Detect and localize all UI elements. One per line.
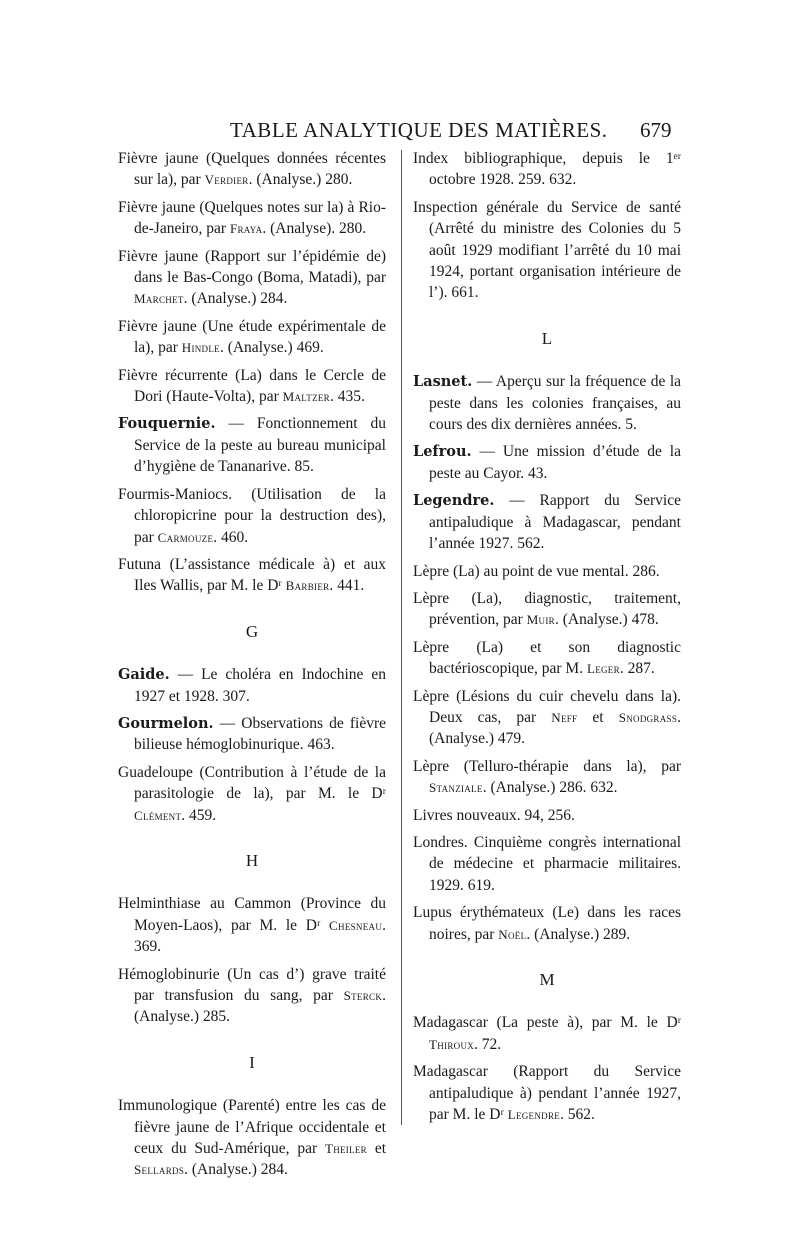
page-number: 679 xyxy=(640,118,672,142)
index-entry: Gourmelon. — Observations de fièvre bilieuse hémoglobinurique. 463. xyxy=(118,714,386,754)
index-entry: Fourmis-Maniocs. (Utilisation de la chloropicrine pour la destruction des), par Carmouze. 460. xyxy=(118,485,386,546)
index-entry: Lèpre (La) au point de vue mental. 286. xyxy=(413,562,660,580)
index-entry: Immunologique (Parenté) entre les cas de fièvre jaune de l’Afrique occidentale et ceux du Sud-Amérique, par Theiler et Sellards. (Analyse.) 284. xyxy=(118,1097,387,1179)
index-entry: Lasnet. — Aperçu sur la fréquence de la peste dans les colonies françaises, au cours des dix dernières années. 5. xyxy=(413,373,681,434)
index-entry: Madagascar (La peste à), par M. le Dʳ Thiroux. 72. xyxy=(413,1014,681,1053)
index-entry: Lèpre (Lésions du cuir chevelu dans la). Deux cas, par Neff et Snodgrass. (Analyse.) 479. xyxy=(413,687,682,748)
index-entry: Futuna (L’assistance médicale à) et aux Iles Wallis, par M. le Dʳ Barbier. 441. xyxy=(118,555,386,595)
index-entry: Fouquernie. — Fonctionnement du Service de la peste au bureau municipal d’hygiène de Tananarive. 85. xyxy=(118,415,386,476)
index-entry: Fièvre jaune (Quelques données récentes sur la), par Verdier. (Analyse.) 280. xyxy=(118,150,386,189)
index-entry: Index bibliographique, depuis le 1ᵉʳ octobre 1928. 259. 632. xyxy=(413,150,681,189)
index-entry: Hémoglobinurie (Un cas d’) grave traité par transfusion du sang, par Sterck. (Analyse.) 285. xyxy=(118,965,386,1026)
column-divider xyxy=(401,150,402,1125)
left-column xyxy=(118,148,386,1187)
index-entry: Fièvre jaune (Une étude expérimentale de la), par Hindle. (Analyse.) 469. xyxy=(118,317,386,357)
index-entry: Lefrou. — Une mission d’étude de la peste au Cayor. 43. xyxy=(413,443,681,482)
index-entry: Fièvre jaune (Quelques notes sur la) à Rio-de-Janeiro, par Fraya. (Analyse). 280. xyxy=(118,198,386,238)
index-entry: Lupus érythémateux (Le) dans les races noires, par Noël. (Analyse.) 289. xyxy=(413,904,681,943)
index-entry: Londres. Cinquième congrès international de médecine et pharmacie militaires. 1929. 619. xyxy=(413,833,681,894)
index-entry: Guadeloupe (Contribution à l’étude de la parasitologie de la), par M. le Dʳ Clément. 459. xyxy=(118,763,386,824)
section-letter-m: M xyxy=(539,970,555,989)
index-entry: Livres nouveaux. 94, 256. xyxy=(413,806,575,824)
page-header xyxy=(0,118,800,148)
index-entry: Fièvre récurrente (La) dans le Cercle de Dori (Haute-Volta), par Maltzer. 435. xyxy=(118,366,386,406)
right-column xyxy=(413,148,681,1131)
section-letter-h: H xyxy=(245,850,259,870)
running-title: TABLE ANALYTIQUE DES MATIÈRES. xyxy=(230,118,608,142)
index-entry: Lèpre (La), diagnostic, traitement, prévention, par Muir. (Analyse.) 478. xyxy=(413,589,681,629)
index-entry: Inspection générale du Service de santé (Arrêté du ministre des Colonies du 5 août 1929 modifiant l’arrêté du 10 mai 1924, portant organisation intérieure de l’). 661. xyxy=(413,198,681,302)
section-letter-i: I xyxy=(249,1052,255,1072)
index-entry: Madagascar (Rapport du Service antipaludique à) pendant l’année 1927, par M. le Dʳ Legendre. 562. xyxy=(413,1063,681,1124)
index-entry: Fièvre jaune (Rapport sur l’épidémie de) dans le Bas-Congo (Boma, Matadi), par Marchet. (Analyse.) 284. xyxy=(118,247,386,308)
index-entry: Helminthiase au Cammon (Province du Moyen-Laos), par M. le Dʳ Chesneau. 369. xyxy=(118,895,386,956)
index-entry: Lèpre (La) et son diagnostic bactérioscopique, par M. Leger. 287. xyxy=(413,638,681,678)
section-letter-g: G xyxy=(245,621,259,641)
index-entry: Gaide. — Le choléra en Indochine en 1927 et 1928. 307. xyxy=(118,666,386,705)
index-entry: Legendre. — Rapport du Service antipaludique à Madagascar, pendant l’année 1927. 562. xyxy=(413,492,681,553)
index-entry: Lèpre (Tellurо-thérapie dans la), par Stanziale. (Analyse.) 286. 632. xyxy=(413,757,681,797)
section-letter-l: L xyxy=(541,328,553,348)
